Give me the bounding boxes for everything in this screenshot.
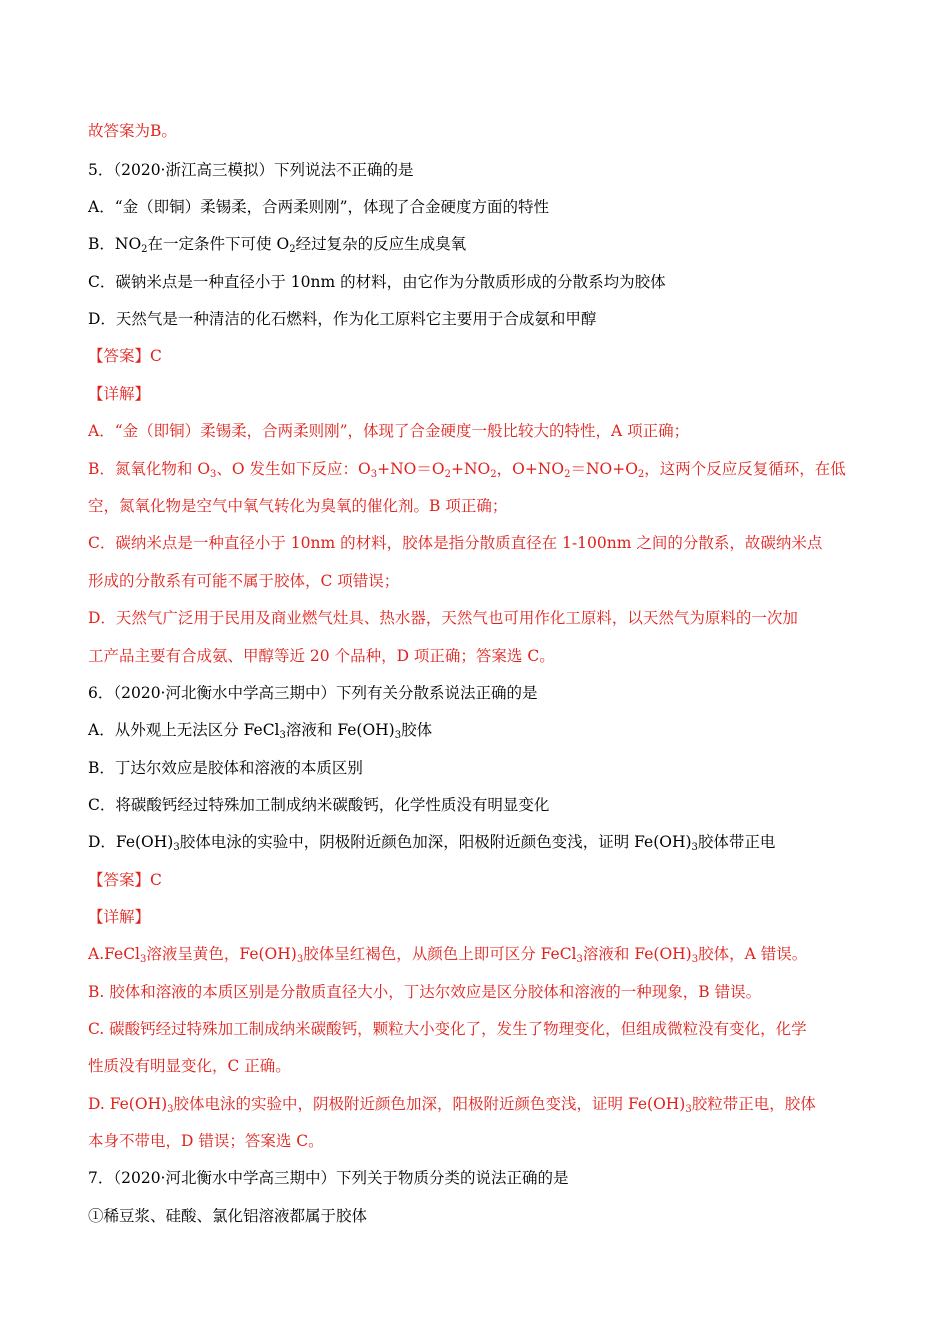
- question-6-option-c: C．将碳酸钙经过特殊加工制成纳米碳酸钙，化学性质没有明显变化: [88, 796, 550, 814]
- question-6-option-a: A．从外观上无法区分 FeCl$_3$溶液和 $Fe(OH)_3$胶体: [88, 721, 433, 741]
- question-6-detail-d-line2: 本身不带电，D 错误；答案选 C。: [88, 1132, 324, 1150]
- question-7-statement-1: ①稀豆浆、硅酸、氯化铝溶液都属于胶体: [88, 1207, 368, 1225]
- question-6-option-b: B．丁达尔效应是胶体和溶液的本质区别: [88, 759, 363, 777]
- question-6-option-d: D．$Fe(OH)_3$胶体电泳的实验中，阴极附近颜色加深，阳极附近颜色变浅，证明 $Fe(OH)_3$胶体带正电: [88, 833, 776, 853]
- question-5-detail-a: A．“金（即铜）柔锡柔，合两柔则刚”，体现了合金硬度一般比较大的特性，A 项正确；: [88, 422, 690, 440]
- question-5-detail-c-line1: C．碳纳米点是一种直径小于 10nm 的材料，胶体是指分散质直径在 1-100nm 之间的分散系，故碳纳米点: [88, 534, 823, 552]
- question-6-stem: 6．（2020·河北衡水中学高三期中）下列有关分散系说法正确的是: [88, 684, 538, 702]
- question-5-detail-heading: 【详解】: [88, 385, 151, 403]
- question-6-answer: 【答案】C: [88, 871, 162, 889]
- question-5-detail-b-line1: B．氮氧化物和 $O_3$、O 发生如下反应：$O_3+NO=O_2+NO_2$，$O+NO_2=NO+O_2$，这两个反应反复循环，在低: [88, 460, 846, 480]
- answer-conclusion: 故答案为B。: [88, 122, 177, 140]
- question-5-detail-d-line1: D．天然气广泛用于民用及商业燃气灶具、热水器，天然气也可用作化工原料，以天然气为原料的一次加: [88, 609, 798, 627]
- question-5-option-b: B．$NO_2$在一定条件下可使 $O_2$经过复杂的反应生成臭氧: [88, 235, 467, 255]
- question-6-detail-d-line1: D. $Fe(OH)_3$胶体电泳的实验中，阴极附近颜色加深，阳极附近颜色变浅，证明 $Fe(OH)_3$胶粒带正电，胶体: [88, 1095, 816, 1115]
- question-7-stem: 7．（2020·河北衡水中学高三期中）下列关于物质分类的说法正确的是: [88, 1169, 569, 1187]
- question-6-detail-c-line1: C. 碳酸钙经过特殊加工制成纳米碳酸钙，颗粒大小变化了，发生了物理变化，但组成微粒没有变化，化学: [88, 1020, 807, 1038]
- question-5-detail-d-line2: 工产品主要有合成氨、甲醇等近 20 个品种，D 项正确；答案选 C。: [88, 647, 555, 665]
- question-6-detail-heading: 【详解】: [88, 908, 151, 926]
- question-5-detail-b-line2: 空，氮氧化物是空气中氧气转化为臭氧的催化剂。B 项正确；: [88, 497, 508, 515]
- question-5-option-d: D．天然气是一种清洁的化石燃料，作为化工原料它主要用于合成氨和甲醇: [88, 310, 597, 328]
- question-5-answer: 【答案】C: [88, 347, 162, 365]
- question-5-detail-c-line2: 形成的分散系有可能不属于胶体，C 项错误；: [88, 572, 400, 590]
- question-6-detail-b: B. 胶体和溶液的本质区别是分散质直径大小，丁达尔效应是区分胶体和溶液的一种现象，B 错误。: [88, 983, 762, 1001]
- question-6-detail-c-line2: 性质没有明显变化，C 正确。: [88, 1057, 291, 1075]
- question-5-stem: 5．（2020·浙江高三模拟）下列说法不正确的是: [88, 161, 414, 179]
- question-5-option-c: C．碳钠米点是一种直径小于 10nm 的材料，由它作为分散质形成的分散系均为胶体: [88, 273, 666, 291]
- question-5-option-a: A．“金（即铜）柔锡柔，合两柔则刚”，体现了合金硬度方面的特性: [88, 198, 550, 216]
- question-6-detail-a: A.FeCl$_3$溶液呈黄色，$Fe(OH)_3$胶体呈红褐色，从颜色上即可区分 FeCl$_3$溶液和 $Fe(OH)_3$胶体，A 错误。: [88, 945, 808, 965]
